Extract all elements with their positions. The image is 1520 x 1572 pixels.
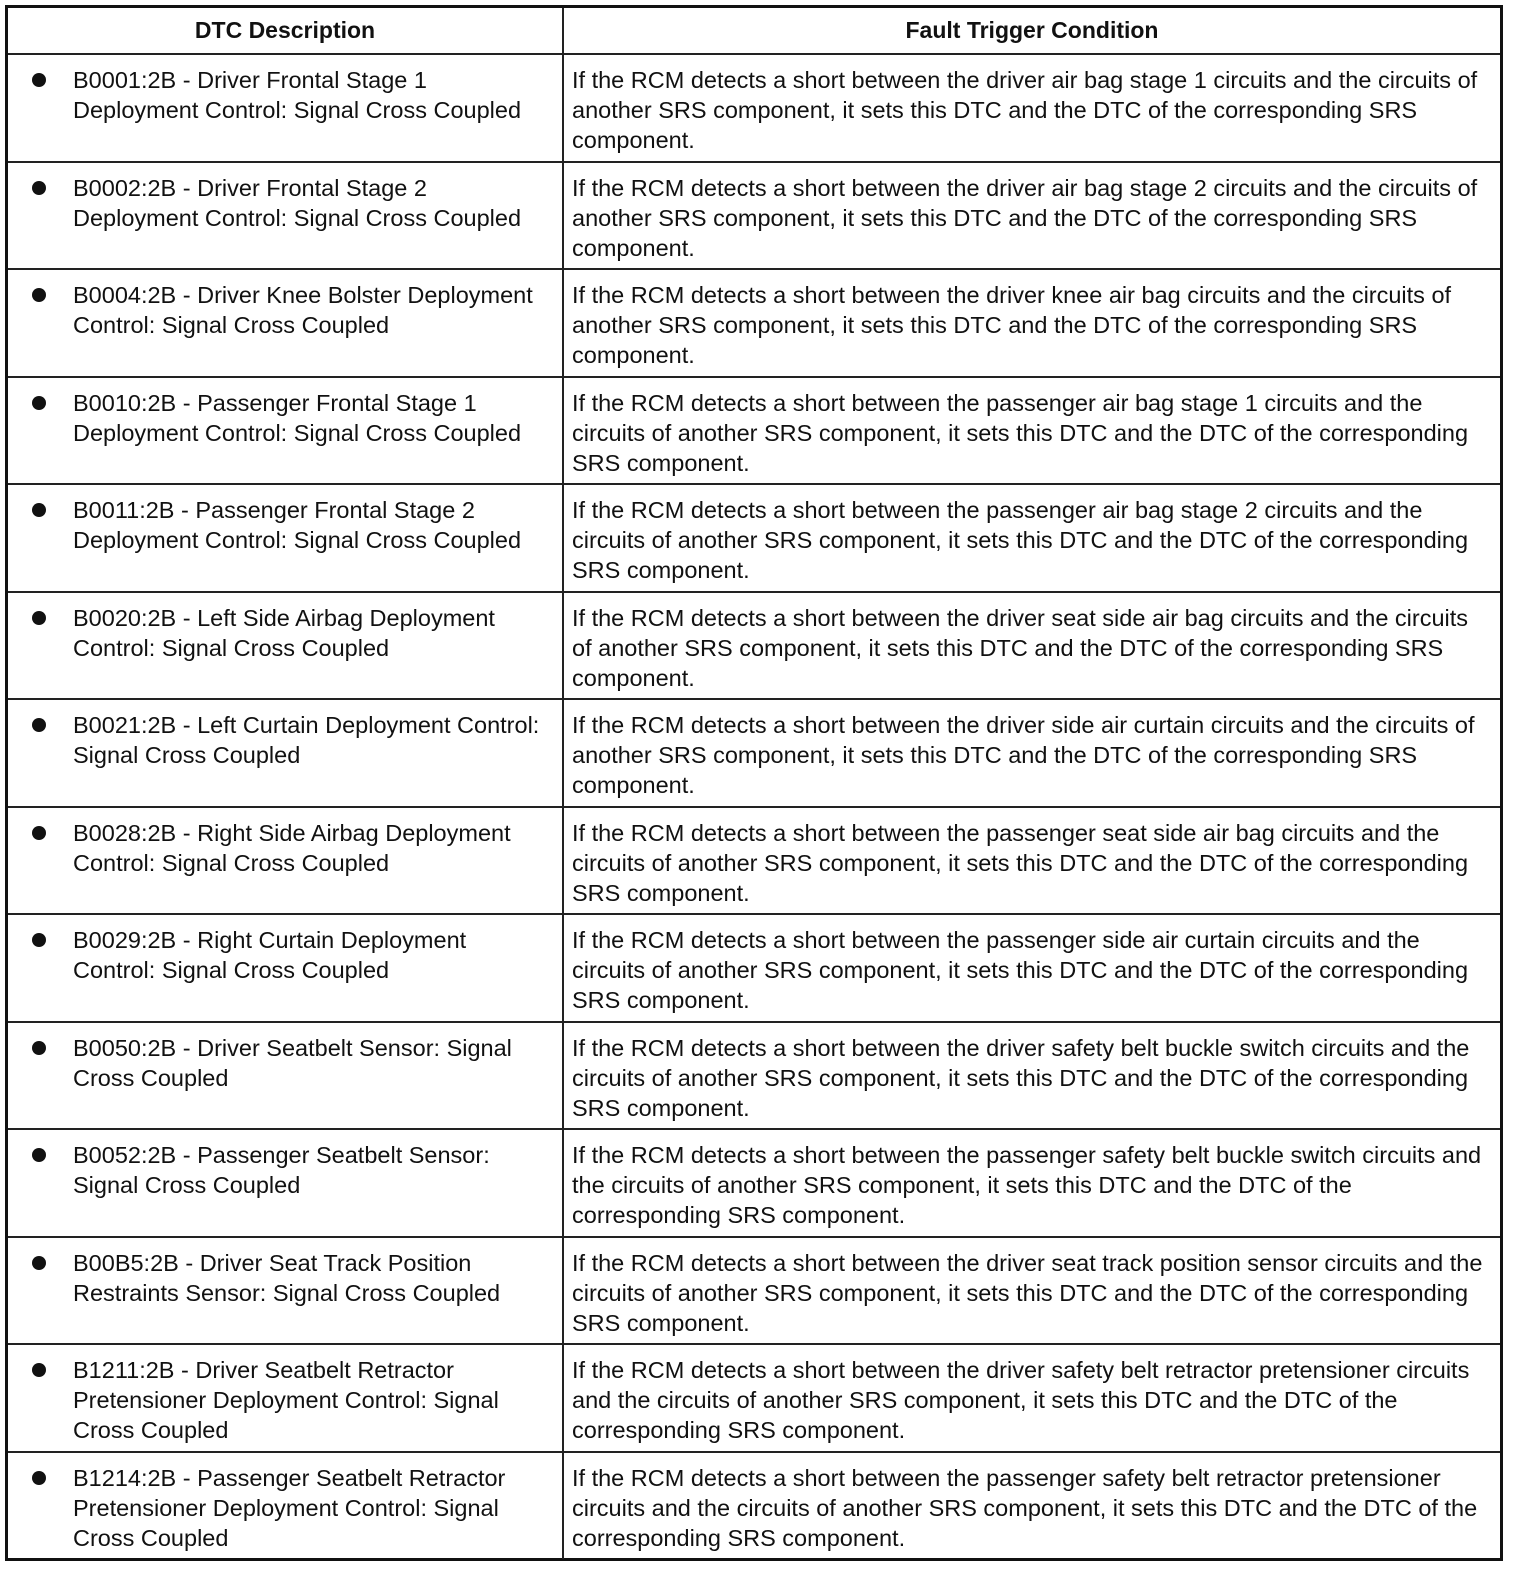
dtc-table-container <box>5 5 1503 1561</box>
bullet-icon <box>32 611 46 625</box>
dtc-description-cell <box>8 162 563 270</box>
fault-condition-cell: If the RCM detects a short between the driver side air curtain circuits and the circuits of another SRS component, it sets this DTC and the DTC of the corresponding SRS component. <box>563 699 1500 807</box>
bullet-icon <box>32 718 46 732</box>
bullet-icon <box>32 1148 46 1162</box>
bullet-icon <box>32 826 46 840</box>
dtc-table <box>8 8 1500 1559</box>
dtc-description-text: B0001:2B - Driver Frontal Stage 1 Deployment Control: Signal Cross Coupled <box>73 67 522 123</box>
fault-condition-cell: If the RCM detects a short between the driver seat track position sensor circuits and the circuits of another SRS component, it sets this DTC and the DTC of the corresponding SRS component. <box>563 1237 1500 1345</box>
dtc-description-text: B0010:2B - Passenger Frontal Stage 1 Deployment Control: Signal Cross Coupled <box>73 389 522 446</box>
bullet-icon <box>32 396 46 410</box>
dtc-description-cell <box>8 914 563 1022</box>
dtc-description-text: B0052:2B - Passenger Seatbelt Sensor: Signal Cross Coupled <box>73 1142 490 1198</box>
fault-condition-cell: If the RCM detects a short between the passenger air bag stage 1 circuits and the circuits of another SRS component, it sets this DTC and the DTC of the corresponding SRS component. <box>563 377 1500 485</box>
fault-condition-cell: If the RCM detects a short between the passenger safety belt retractor pretensioner circuits and the circuits of another SRS component, it sets this DTC and the DTC of the corresponding SRS component. <box>563 1452 1500 1560</box>
fault-condition-cell: If the RCM detects a short between the driver air bag stage 2 circuits and the circuits of another SRS component, it sets this DTC and the DTC of the corresponding SRS component. <box>563 162 1500 270</box>
dtc-description-cell <box>8 1452 563 1560</box>
table-row <box>8 54 1500 162</box>
bullet-icon <box>32 1256 46 1270</box>
dtc-description-cell <box>8 1022 563 1130</box>
fault-condition-cell: If the RCM detects a short between the passenger side air curtain circuits and the circuits of another SRS component, it sets this DTC and the DTC of the corresponding SRS component. <box>563 914 1500 1022</box>
dtc-description-text: B0050:2B - Driver Seatbelt Sensor: Signal Cross Coupled <box>73 1034 512 1091</box>
fault-condition-cell: If the RCM detects a short between the driver safety belt buckle switch circuits and the circuits of another SRS component, it sets this DTC and the DTC of the corresponding SRS component. <box>563 1022 1500 1130</box>
table-row <box>8 699 1500 807</box>
fault-condition-cell: If the RCM detects a short between the passenger air bag stage 2 circuits and the circuits of another SRS component, it sets this DTC and the DTC of the corresponding SRS component. <box>563 484 1500 592</box>
table-row <box>8 914 1500 1022</box>
bullet-icon <box>32 181 46 195</box>
dtc-description-cell <box>8 484 563 592</box>
bullet-icon <box>32 288 46 302</box>
dtc-description-text: B1211:2B - Driver Seatbelt Retractor Pretensioner Deployment Control: Signal Cross Coupled <box>73 1357 499 1443</box>
table-row <box>8 162 1500 270</box>
dtc-description-cell <box>8 807 563 915</box>
table-header-row <box>8 8 1500 54</box>
dtc-description-text: B0020:2B - Left Side Airbag Deployment Control: Signal Cross Coupled <box>73 604 495 661</box>
dtc-description-cell <box>8 592 563 700</box>
fault-condition-cell: If the RCM detects a short between the driver knee air bag circuits and the circuits of another SRS component, it sets this DTC and the DTC of the corresponding SRS component. <box>563 269 1500 377</box>
dtc-description-cell <box>8 1129 563 1237</box>
dtc-description-text: B0029:2B - Right Curtain Deployment Control: Signal Cross Coupled <box>73 927 467 983</box>
fault-condition-cell: If the RCM detects a short between the driver seat side air bag circuits and the circuits of another SRS component, it sets this DTC and the DTC of the corresponding SRS component. <box>563 592 1500 700</box>
table-row <box>8 1022 1500 1130</box>
dtc-description-cell <box>8 269 563 377</box>
bullet-icon <box>32 1041 46 1055</box>
fault-condition-cell: If the RCM detects a short between the driver air bag stage 1 circuits and the circuits of another SRS component, it sets this DTC and the DTC of the corresponding SRS component. <box>563 54 1500 162</box>
table-row <box>8 1344 1500 1452</box>
dtc-description-text: B0004:2B - Driver Knee Bolster Deployment Control: Signal Cross Coupled <box>73 282 533 338</box>
dtc-description-text: B0021:2B - Left Curtain Deployment Control: Signal Cross Coupled <box>73 712 540 768</box>
header-dtc-description: DTC Description <box>8 8 563 54</box>
dtc-description-cell <box>8 377 563 485</box>
table-row <box>8 377 1500 485</box>
bullet-icon <box>32 1471 46 1485</box>
table-row <box>8 1452 1500 1560</box>
dtc-description-cell <box>8 1344 563 1452</box>
dtc-description-text: B0028:2B - Right Side Airbag Deployment Control: Signal Cross Coupled <box>73 819 511 876</box>
table-row <box>8 1237 1500 1345</box>
bullet-icon <box>32 503 46 517</box>
dtc-description-cell <box>8 54 563 162</box>
table-row <box>8 269 1500 377</box>
dtc-description-text: B0002:2B - Driver Frontal Stage 2 Deployment Control: Signal Cross Coupled <box>73 174 522 231</box>
dtc-description-cell <box>8 1237 563 1345</box>
fault-condition-cell: If the RCM detects a short between the driver safety belt retractor pretensioner circuits and the circuits of another SRS component, it sets this DTC and the DTC of the corresponding SRS component. <box>563 1344 1500 1452</box>
dtc-description-text: B1214:2B - Passenger Seatbelt Retractor Pretensioner Deployment Control: Signal Cross Coupled <box>73 1464 506 1551</box>
bullet-icon <box>32 933 46 947</box>
bullet-icon <box>32 1363 46 1377</box>
dtc-description-cell <box>8 699 563 807</box>
bullet-icon <box>32 73 46 87</box>
fault-condition-cell: If the RCM detects a short between the passenger seat side air bag circuits and the circuits of another SRS component, it sets this DTC and the DTC of the corresponding SRS component. <box>563 807 1500 915</box>
dtc-description-text: B0011:2B - Passenger Frontal Stage 2 Deployment Control: Signal Cross Coupled <box>73 497 522 553</box>
fault-condition-cell: If the RCM detects a short between the passenger safety belt buckle switch circuits and the circuits of another SRS component, it sets this DTC and the DTC of the corresponding SRS component. <box>563 1129 1500 1237</box>
dtc-description-text: B00B5:2B - Driver Seat Track Position Restraints Sensor: Signal Cross Coupled <box>73 1249 501 1306</box>
table-row <box>8 1129 1500 1237</box>
header-fault-trigger-condition: Fault Trigger Condition <box>563 8 1500 54</box>
table-row <box>8 484 1500 592</box>
table-row <box>8 807 1500 915</box>
table-row <box>8 592 1500 700</box>
